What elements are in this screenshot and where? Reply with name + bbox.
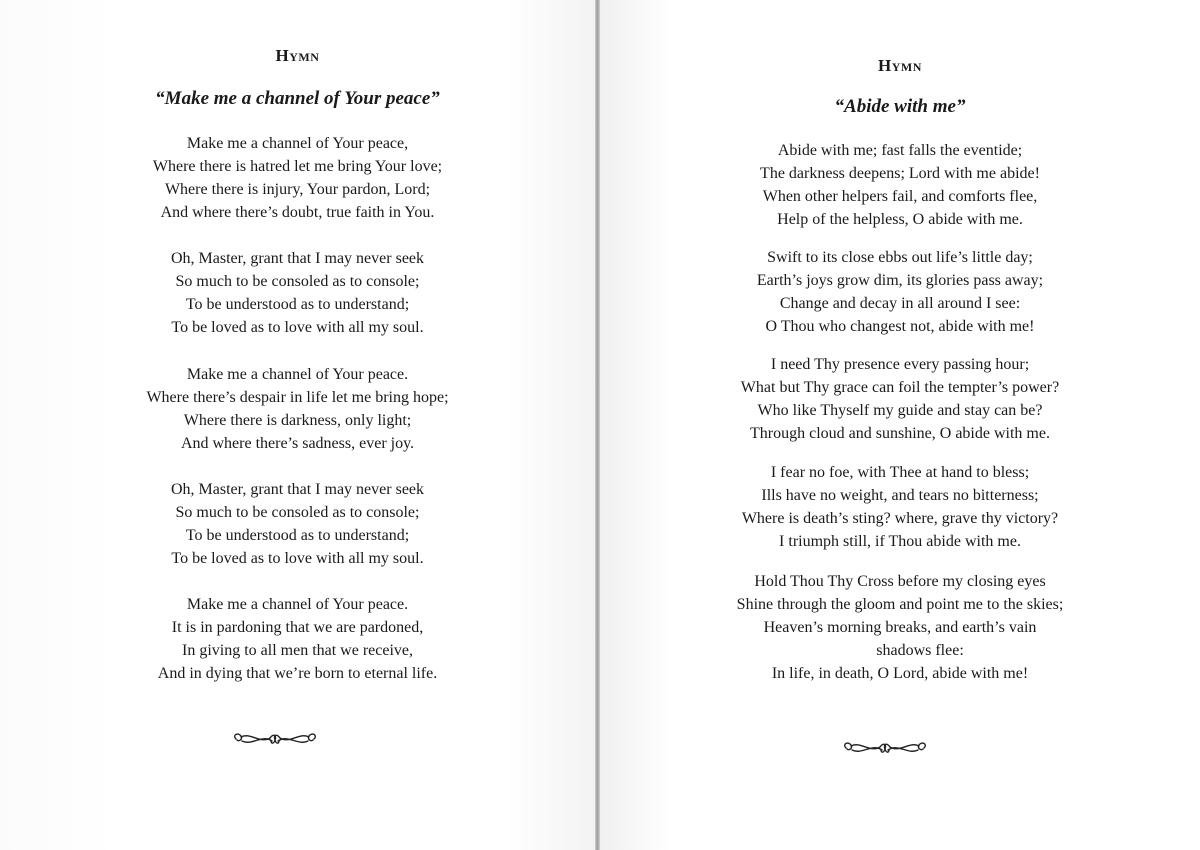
verse-line: I need Thy presence every passing hour; xyxy=(770,356,1030,373)
verse-line: Make me a channel of Your peace. xyxy=(186,596,409,613)
verse-line: And where there’s sadness, ever joy. xyxy=(180,435,415,452)
verse-line: shadows flee: xyxy=(876,642,964,659)
verse-line: What but Thy grace can foil the tempter’s power? xyxy=(740,379,1060,396)
verse-line: Oh, Master, grant that I may never seek xyxy=(170,250,425,267)
stanza xyxy=(0,132,595,224)
verse-line: Where there is injury, Your pardon, Lord; xyxy=(164,181,431,198)
verse-line: So much to be consoled as to console; xyxy=(175,504,420,521)
verse-line: Heaven’s morning breaks, and earth’s vain xyxy=(763,619,1037,636)
stanza xyxy=(0,247,595,339)
stanza xyxy=(0,478,595,570)
verse-line: Swift to its close ebbs out life’s little day; xyxy=(767,249,1033,266)
verse-line: And in dying that we’re born to eternal life. xyxy=(157,665,438,682)
verse-line: Change and decay in all around I see: xyxy=(779,295,1021,312)
verse-line: Shine through the gloom and point me to the skies; xyxy=(736,596,1064,613)
hymn-title: “Make me a channel of Your peace” xyxy=(155,88,440,109)
scroll-flourish-icon xyxy=(840,737,930,759)
hymn-title: “Abide with me” xyxy=(834,96,966,117)
verse-line: To be understood as to understand; xyxy=(185,527,410,544)
verse-line: Ills have no weight, and tears no bitterness; xyxy=(761,487,1039,504)
verse-line: Through cloud and sunshine, O abide with me. xyxy=(750,425,1050,442)
verse-line: Make me a channel of Your peace. xyxy=(186,366,409,383)
verse-line: Hold Thou Thy Cross before my closing eyes xyxy=(754,573,1046,590)
verse-line: So much to be consoled as to console; xyxy=(175,273,420,290)
stanza xyxy=(600,461,1200,553)
verse-line: Where there’s despair in life let me bring hope; xyxy=(146,389,449,406)
verse-line: Earth’s joys grow dim, its glories pass away; xyxy=(756,272,1044,289)
verse-line: When other helpers fail, and comforts flee, xyxy=(762,188,1038,205)
stanza xyxy=(600,139,1200,231)
verse-line: To be loved as to love with all my soul. xyxy=(171,319,424,336)
hymn-heading: Hymn xyxy=(275,46,320,65)
scroll-flourish-icon xyxy=(230,728,320,750)
stanza xyxy=(600,246,1200,338)
verse-line: Where there is darkness, only light; xyxy=(183,412,412,429)
verse-line: And where there’s doubt, true faith in You. xyxy=(160,204,435,221)
verse-line: Where is death’s sting? where, grave thy victory? xyxy=(741,510,1059,527)
verse-line: Make me a channel of Your peace, xyxy=(186,135,409,152)
verse-line: Where there is hatred let me bring Your love; xyxy=(152,158,443,175)
verse-line: Abide with me; fast falls the eventide; xyxy=(777,142,1023,159)
verse-line: To be understood as to understand; xyxy=(185,296,410,313)
right-page xyxy=(600,0,1200,850)
verse-line: O Thou who changest not, abide with me! xyxy=(765,318,1035,335)
verse-line: In life, in death, O Lord, abide with me! xyxy=(771,665,1029,682)
hymn-heading: Hymn xyxy=(878,56,922,75)
stanza xyxy=(600,353,1200,445)
stanza xyxy=(0,363,595,455)
verse-line: Who like Thyself my guide and stay can be? xyxy=(757,402,1043,419)
left-page xyxy=(0,0,595,850)
verse-line: To be loved as to love with all my soul. xyxy=(171,550,424,567)
verse-line: The darkness deepens; Lord with me abide! xyxy=(760,165,1040,182)
stanza xyxy=(0,593,595,685)
verse-line: Oh, Master, grant that I may never seek xyxy=(170,481,425,498)
verse-line: It is in pardoning that we are pardoned, xyxy=(171,619,424,636)
verse-line: I triumph still, if Thou abide with me. xyxy=(779,533,1021,550)
verse-line: In giving to all men that we receive, xyxy=(181,642,414,659)
verse-line: Help of the helpless, O abide with me. xyxy=(777,211,1023,228)
verse-line: I fear no foe, with Thee at hand to bless; xyxy=(770,464,1030,481)
stanza xyxy=(600,570,1200,685)
